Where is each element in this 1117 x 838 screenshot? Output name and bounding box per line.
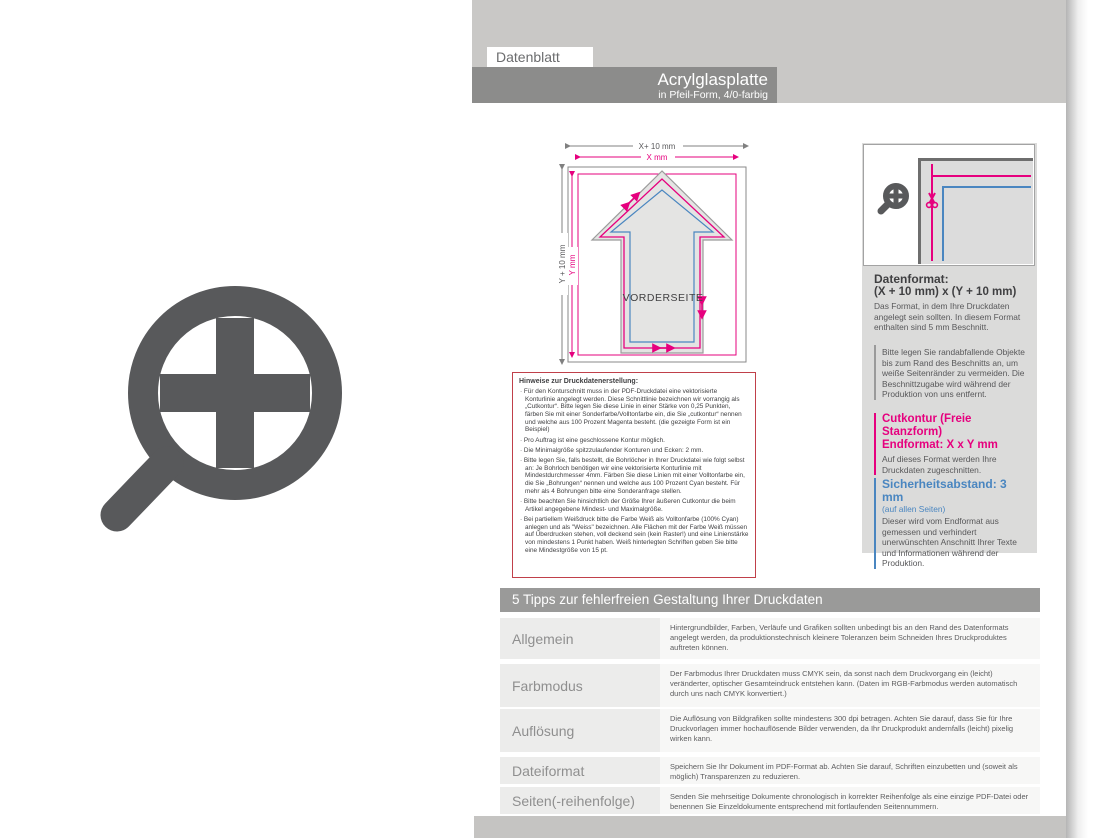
datenformat-block xyxy=(874,273,1026,333)
cutkontur-body: Auf dieses Format werden Ihre Druckdaten zugeschnitten. xyxy=(882,454,997,475)
corner-detail-diagram xyxy=(918,158,1033,264)
page-edge-shadow xyxy=(1066,0,1088,838)
hinweise-title: Hinweise zur Druckdatenerstellung: xyxy=(519,378,639,385)
sicherheitsabstand-heading: Sicherheitsabstand: 3 mm xyxy=(882,477,1007,504)
tip-text: Die Auflösung von Bildgrafiken sollte mindestens 300 dpi betragen. Achten Sie darauf, dass Sie für Ihre Druckvorlagen immer hochauflösende Bilder verwenden, da Ihr Druckprodukt andernfalls (leicht) pixelig wirken kann. xyxy=(660,709,1040,752)
tip-label: Auflösung xyxy=(500,709,660,752)
scissors-icon xyxy=(924,191,940,209)
tip-text: Hintergrundbilder, Farben, Verläufe und Grafiken sollten unbedingt bis an den Rand des Datenformats angelegt werden, da produktionstechnisch kleinere Toleranzen beim Schneiden Ihres Druckproduktes auftreten können. xyxy=(660,618,1040,659)
plus-icon xyxy=(216,318,254,468)
corner-zoom-preview xyxy=(863,144,1035,266)
datenblatt-tag: Datenblatt xyxy=(487,47,593,67)
hinweise-box xyxy=(512,372,756,578)
cutkontur-heading-line1: Cutkontur (Freie Stanzform) xyxy=(882,413,972,438)
hinweise-item: · Bitte legen Sie, falls bestellt, die Bohrlöcher in Ihrer Druckdatei wie folgt selbst an: Je Bohrloch benötigen wir eine vektorisierte Konturlinie mit Mindestdurchmesser 4mm. Färben Sie diese Linien mit einer Volltonfarbe ein, die Sie „Bohrungen“ nennen und welche aus 100 Prozent Cyan besteht. Für mehr als 4 Bohrungen bitte eine Sonderanfrage stellen. xyxy=(525,457,749,495)
safety-line xyxy=(942,186,1031,188)
table-row xyxy=(500,618,1040,659)
tip-label: Farbmodus xyxy=(500,664,660,707)
bleed-note-text: Bitte legen Sie randabfallende Objekte bis zum Rand des Beschnitts an, um weiße Seitenränder zu vermeiden. Die Beschnittzugabe wird während der Produktion von uns entfernt. xyxy=(882,347,1025,399)
magnifier-plus-icon xyxy=(874,181,914,221)
hinweise-item: · Für den Konturschnitt muss in der PDF-Druckdatei eine vektorisierte Konturlinie angelegt werden. Diese Schnittlinie bezeichnen wir vorrangig als „Cutkontur“. Bitte legen Sie diese Linie in einer Stärke von 0,25 Punkten, färben Sie mit einer Sonderfarbe/Volltonfarbe ein, die Sie „cutkontur“ nennen und welche aus 100 Prozent Magenta besteht. (die gezeigte Form ist ein Beispiel) xyxy=(525,388,749,434)
datenformat-formula: (X + 10 mm) x (Y + 10 mm) xyxy=(874,286,1017,298)
sicherheitsabstand-block xyxy=(874,478,1028,569)
dim-label-inner-width: X mm xyxy=(646,153,668,162)
tip-label: Dateiformat xyxy=(500,757,660,784)
safety-line xyxy=(942,186,944,261)
table-row xyxy=(500,709,1040,752)
table-row xyxy=(500,787,1040,814)
table-row xyxy=(500,757,1040,784)
format-info-panel xyxy=(862,143,1037,568)
tip-text: Senden Sie mehrseitige Dokumente chronologisch in korrekter Reihenfolge als eine einzige PDF-Datei oder benennen Sie Einzeldokumente entsprechend mit fortlaufenden Seitennummern. xyxy=(660,787,1040,814)
tip-text: Der Farbmodus Ihrer Druckdaten muss CMYK sein, da sonst nach dem Druckvorgang ein (leicht) veränderter, optischer Gesamteindruck entstehen kann. (Daten im RGB-Farbmodus werden automatisch durch uns nach CMYK konvertiert.) xyxy=(660,664,1040,707)
cutkontur-block xyxy=(874,413,1028,475)
arrow-shape-bleed-outline xyxy=(592,171,732,353)
tip-label: Allgemein xyxy=(500,618,660,659)
bleed-note-block xyxy=(874,345,1028,400)
datenformat-body: Das Format, in dem Ihre Druckdaten angelegt sein sollten. In diesem Format enthalten sind 5 mm Beschnitt. xyxy=(874,301,1021,332)
datenformat-heading: Datenformat: xyxy=(874,272,949,286)
hinweise-item: · Die Minimalgröße spitzzulaufender Konturen und Ecken: 2 mm. xyxy=(525,447,749,455)
cut-contour-line xyxy=(931,164,933,261)
hinweise-item: · Bitte beachten Sie hinsichtlich der Größe Ihrer äußeren Cutkontur die beim Artikel angegebene Mindest- und Maximalgröße. xyxy=(525,498,749,513)
page-title: Acrylglasplatte xyxy=(657,70,768,89)
hinweise-item: · Bei partiellem Weißdruck bitte die Farbe Weiß als Volltonfarbe (100% Cyan) anlegen und als "Weiss" bezeichnen. Alle Flächen mit der Farbe Weiß müssen auf Überdrucken stehen, voll deckend sein (kein Raster!) und eine Linienstärke von mindestens 1 Punkt haben. Weiß hinterlegten Schriften geben Sie bitte eine Mindestgröße von 15 pt. xyxy=(525,516,749,554)
front-side-label: VORDERSEITE xyxy=(622,292,704,304)
magnifier-plus-icon xyxy=(95,270,375,560)
tip-label: Seiten(-reihenfolge) xyxy=(500,787,660,814)
sicherheitsabstand-body: Dieser wird vom Endformat aus gemessen und verhindert unerwünschten Anschnitt Ihrer Texte und Informationen während der Produktion. xyxy=(882,516,1017,568)
title-bar xyxy=(472,67,777,103)
hinweise-item: · Pro Auftrag ist eine geschlossene Kontur möglich. xyxy=(525,437,749,445)
dim-label-outer-width: X+ 10 mm xyxy=(638,142,676,151)
tip-text: Speichern Sie Ihr Dokument im PDF-Format ab. Achten Sie darauf, Schriften einzubetten und (soweit als möglich) Transparenzen zu reduzieren. xyxy=(660,757,1040,784)
print-layout-diagram xyxy=(545,135,760,375)
footer-bar xyxy=(474,816,1066,838)
table-row xyxy=(500,664,1040,707)
cut-contour-line xyxy=(931,175,1031,177)
magnifier-handle xyxy=(117,463,167,515)
cutkontur-heading-line2: Endformat: X x Y mm xyxy=(882,439,998,451)
sicherheitsabstand-sub: (auf allen Seiten) xyxy=(882,504,946,514)
dim-label-outer-height: Y + 10 mm xyxy=(558,244,567,284)
dim-label-inner-height: Y mm xyxy=(568,254,577,276)
tips-header: 5 Tipps zur fehlerfreien Gestaltung Ihrer Druckdaten xyxy=(500,588,1040,612)
hinweise-list xyxy=(519,388,749,554)
page-subtitle: in Pfeil-Form, 4/0-farbig xyxy=(658,89,768,101)
